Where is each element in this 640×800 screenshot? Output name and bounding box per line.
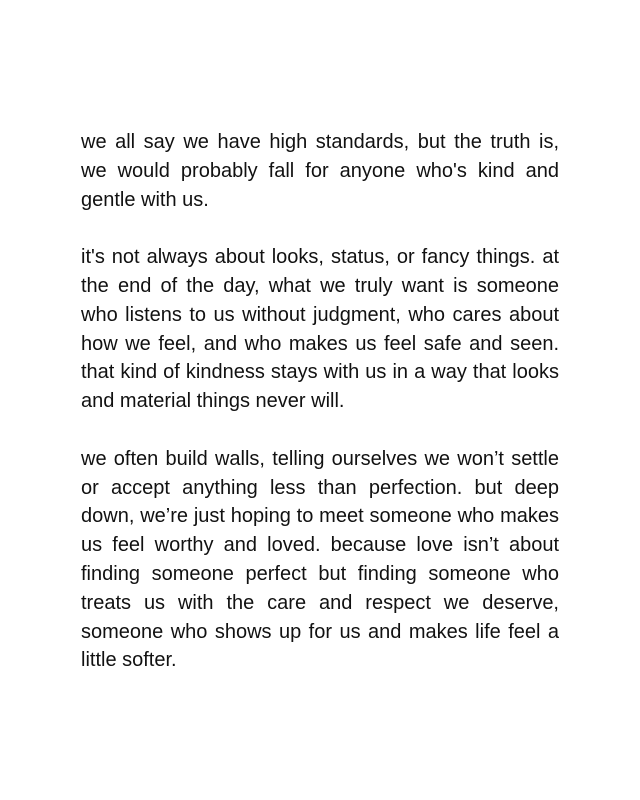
paragraph-1: we all say we have high standards, but the truth is, we would probably fall for anyone who's kind and gentle with us. xyxy=(81,131,559,211)
paragraph-2: it's not always about looks, status, or fancy things. at the end of the day, what we truly want is someone who listens to us without judgment, who cares about how we feel, and who makes us feel safe and seen. that kind of kindness stays with us in a way that looks and material things never will. xyxy=(81,246,559,413)
text-block xyxy=(81,128,559,675)
paragraph-3: we often build walls, telling ourselves we won’t settle or accept anything less than perfection. but deep down, we’re just hoping to meet someone who makes us feel worthy and loved. because love isn’t about finding someone perfect but finding someone who treats us with the care and respect we deserve, someone who shows up for us and makes life feel a little softer. xyxy=(81,447,559,672)
